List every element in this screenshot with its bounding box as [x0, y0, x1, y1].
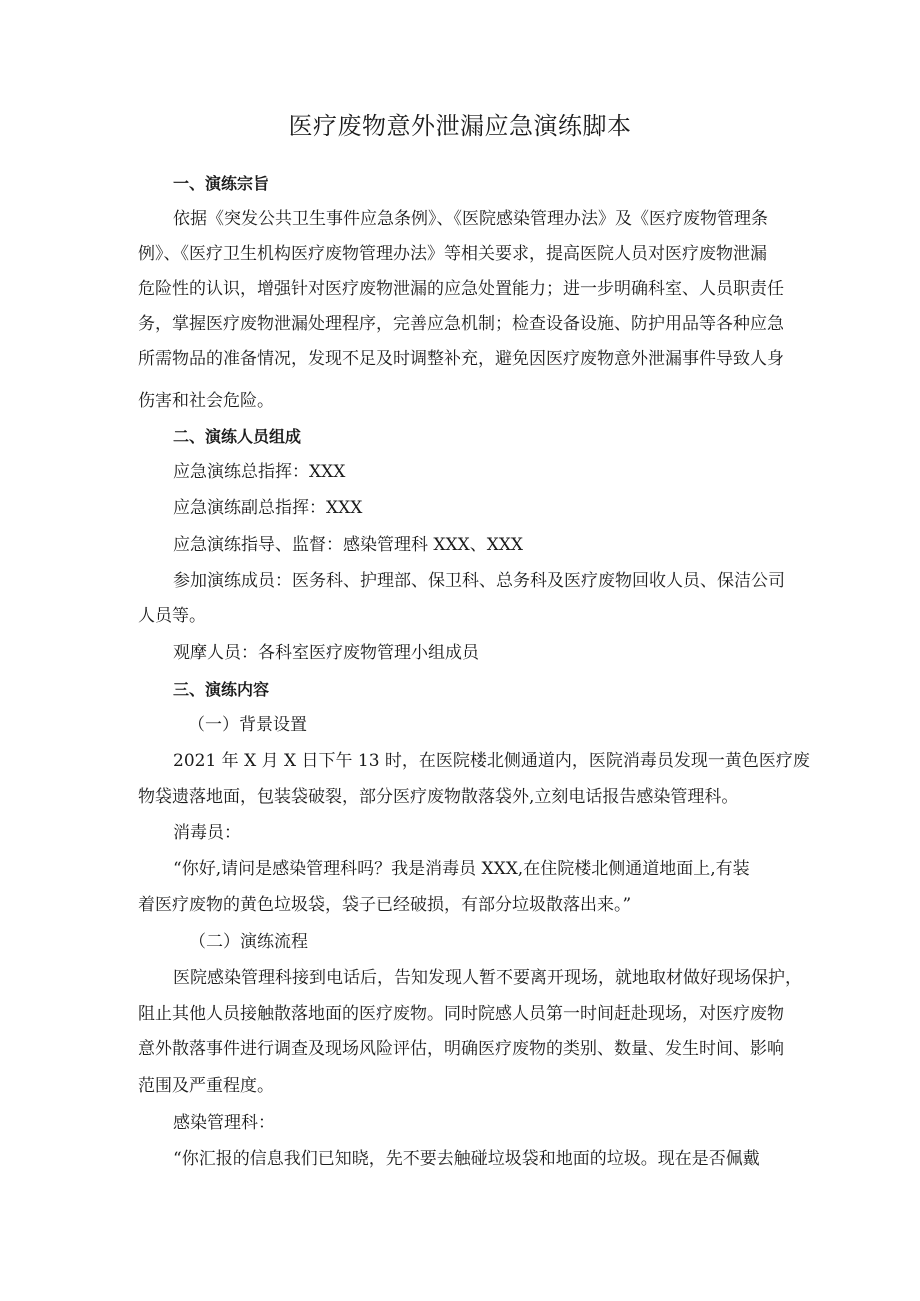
paragraph-line: 应急演练副总指挥：XXX: [173, 498, 363, 518]
quote-line: “你汇报的信息我们已知晓，先不要去触碰垃圾袋和地面的垃圾。现在是否佩戴: [173, 1149, 760, 1169]
paragraph-line: 务，掌握医疗废物泄漏处理程序，完善应急机制；检查设备设施、防护用品等各种应急: [138, 314, 784, 334]
paragraph-line: 意外散落事件进行调查及现场风险评估，明确医疗废物的类别、数量、发生时间、影响: [138, 1039, 784, 1059]
section-heading-purpose: 一、演练宗旨: [173, 174, 270, 193]
paragraph-line: 应急演练总指挥：XXX: [173, 462, 346, 482]
quote-line: 着医疗废物的黄色垃圾袋，袋子已经破损，有部分垃圾散落出来。”: [138, 895, 632, 915]
quote-line: “你好,请问是感染管理科吗？我是消毒员 XXX,在住院楼北侧通道地面上,有装: [173, 859, 750, 879]
section-heading-content: 三、演练内容: [173, 680, 270, 699]
paragraph-line: 阻止其他人员接触散落地面的医疗废物。同时院感人员第一时间赶赴现场，对医疗废物: [138, 1004, 784, 1024]
paragraph-line: 2021 年 X 月 X 日下午 13 时，在医院楼北侧通道内，医院消毒员发现一黄色医疗废: [173, 751, 810, 771]
paragraph-line: 范围及严重程度。: [138, 1076, 274, 1096]
subsection-heading-background: （一）背景设置: [188, 715, 307, 735]
paragraph-line: 应急演练指导、监督：感染管理科 XXX、XXX: [173, 535, 524, 555]
paragraph-line: 物袋遗落地面，包装袋破裂，部分医疗废物散落袋外,立刻电话报告感染管理科。: [138, 787, 739, 807]
paragraph-line: 医院感染管理科接到电话后，告知发现人暂不要离开现场，就地取材做好现场保护，: [173, 968, 802, 988]
paragraph-line: 观摩人员：各科室医疗废物管理小组成员: [173, 643, 479, 663]
paragraph-line: 伤害和社会危险。: [138, 391, 274, 411]
paragraph-line: 危险性的认识，增强针对医疗废物泄漏的应急处置能力；进一步明确科室、人员职责任: [138, 279, 784, 299]
document-title: 医疗废物意外泄漏应急演练脚本: [288, 112, 632, 140]
section-heading-personnel: 二、演练人员组成: [173, 427, 302, 446]
paragraph-line: 参加演练成员：医务科、护理部、保卫科、总务科及医疗废物回收人员、保洁公司: [173, 571, 785, 591]
speaker-label: 消毒员：: [173, 823, 241, 843]
subsection-heading-process: （二）演练流程: [189, 932, 308, 952]
speaker-label: 感染管理科：: [173, 1113, 275, 1133]
paragraph-line: 所需物品的准备情况，发现不足及时调整补充，避免因医疗废物意外泄漏事件导致人身: [138, 349, 784, 369]
paragraph-line: 人员等。: [138, 606, 206, 626]
paragraph-line: 依据《突发公共卫生事件应急条例》、《医院感染管理办法》及《医疗废物管理条: [173, 209, 768, 229]
paragraph-line: 例》、《医疗卫生机构医疗废物管理办法》等相关要求，提高医院人员对医疗废物泄漏: [138, 244, 767, 264]
